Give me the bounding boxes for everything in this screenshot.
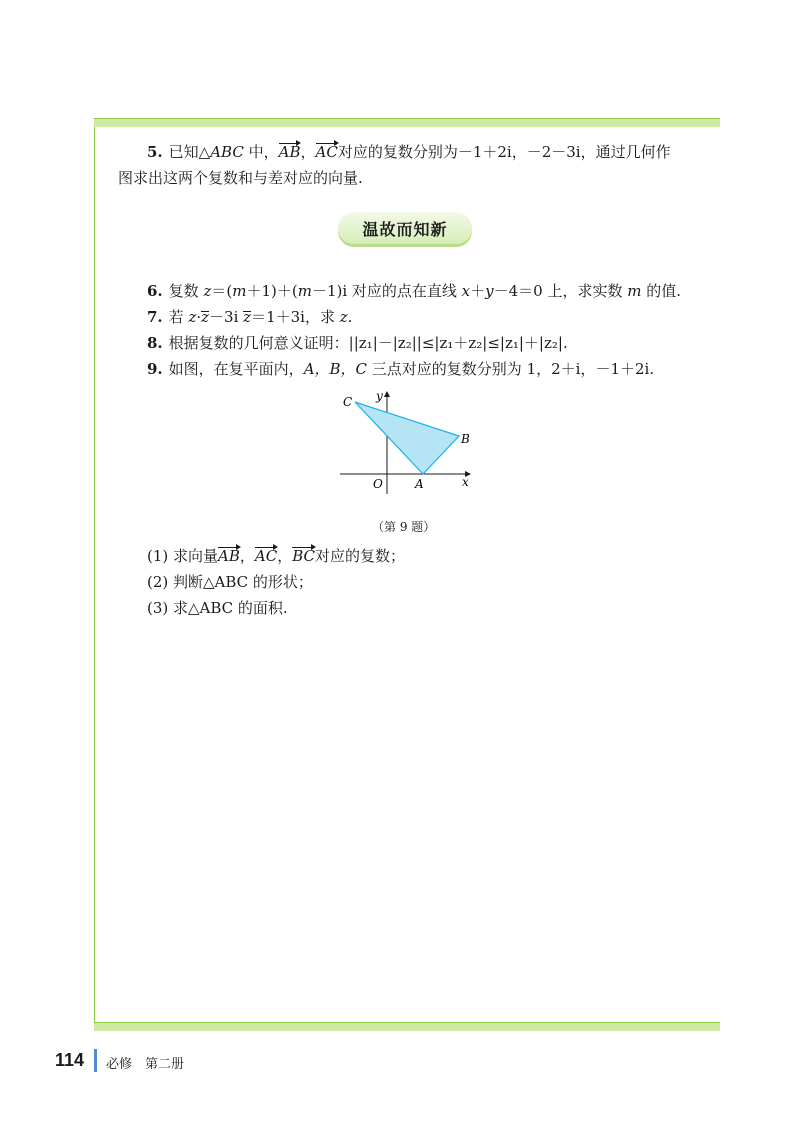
separator: ， <box>277 547 293 565</box>
problem-6-text: ＋ <box>470 282 486 300</box>
problem-9-number: 9. <box>147 360 163 378</box>
problem-6-number: 6. <box>147 282 163 300</box>
vector-ac: AC <box>315 143 338 161</box>
problem-8-number: 8. <box>147 334 163 352</box>
subquestion-1-text: 对应的复数； <box>315 547 406 565</box>
problem-5-text: 已知△ <box>168 143 211 161</box>
problem-5-line-1 <box>147 142 671 162</box>
problem-7-number: 7. <box>147 308 163 326</box>
problem-5-text: 中， <box>243 143 279 161</box>
label-o: O <box>373 477 383 491</box>
book-title: 必修 第二册 <box>106 1057 185 1072</box>
problem-6-text: －4＝0 上，求实数 <box>493 282 628 300</box>
page-number: 114 <box>55 1050 85 1070</box>
triangle-label: ABC <box>210 143 244 161</box>
problem-8 <box>147 333 568 353</box>
problem-7-text: · <box>196 308 202 326</box>
problem-6-text: ＋1)＋( <box>246 282 298 300</box>
label-x: x <box>462 475 469 489</box>
separator: ， <box>300 143 316 161</box>
label-c: C <box>343 395 353 409</box>
problem-6 <box>147 281 681 301</box>
top-band <box>94 118 720 127</box>
var-z-conjugate: z <box>201 308 210 326</box>
var-x: x <box>461 282 471 300</box>
subquestion-1 <box>147 546 405 566</box>
var-m: m <box>297 282 312 300</box>
problem-9-text: 如图，在复平面内， <box>168 360 304 378</box>
vector-ab: AB <box>218 547 240 565</box>
triangle-abc <box>355 402 459 474</box>
problem-6-text: 的值. <box>641 282 682 300</box>
problem-8-text: 根据复数的几何意义证明：||z₁|－|z₂||≤|z₁＋z₂|≤|z₁|＋|z₂|. <box>168 334 568 352</box>
problem-6-text: 复数 <box>168 282 204 300</box>
point-labels: A，B，C <box>303 360 368 378</box>
subquestion-2: (2) 判断△ABC 的形状； <box>147 573 313 591</box>
separator: ， <box>239 547 255 565</box>
problem-7-text: . <box>347 308 353 326</box>
figure-caption: （第 9 题） <box>372 520 436 534</box>
problem-7-text: ＝1＋3i，求 <box>251 308 340 326</box>
vector-ac: AC <box>254 547 278 565</box>
page-frame-left <box>94 118 95 1028</box>
problem-9 <box>147 359 654 379</box>
problem-7-text: 若 <box>168 308 189 326</box>
var-z: z <box>339 308 348 326</box>
var-m: m <box>627 282 642 300</box>
problem-6-text: ＝( <box>211 282 233 300</box>
var-y: y <box>485 282 494 300</box>
problem-5-text: 对应的复数分别为－1＋2i，－2－3i，通过几何作 <box>337 143 671 161</box>
bottom-band <box>94 1022 720 1031</box>
subquestion-3: (3) 求△ABC 的面积. <box>147 599 288 617</box>
problem-7-text: －3i <box>209 308 244 326</box>
problem-5-number: 5. <box>147 143 163 161</box>
section-title: 温故而知新 <box>338 212 472 244</box>
footer-divider <box>94 1049 97 1072</box>
problem-5-line-2: 图求出这两个复数和与差对应的向量. <box>118 169 363 187</box>
var-m: m <box>232 282 247 300</box>
var-z: z <box>203 282 212 300</box>
var-z-conjugate: z <box>243 308 252 326</box>
subquestion-1-text: (1) 求向量 <box>147 547 219 565</box>
vector-ab: AB <box>278 143 301 161</box>
label-a: A <box>415 477 424 491</box>
var-z: z <box>188 308 197 326</box>
label-y: y <box>376 389 383 403</box>
problem-6-text: －1)i 对应的点在直线 <box>311 282 462 300</box>
label-b: B <box>461 432 470 446</box>
problem-9-text: 三点对应的复数分别为 1，2＋i，－1＋2i. <box>367 360 655 378</box>
complex-plane-figure <box>330 388 480 498</box>
problem-7 <box>147 307 352 327</box>
vector-bc: BC <box>292 547 316 565</box>
